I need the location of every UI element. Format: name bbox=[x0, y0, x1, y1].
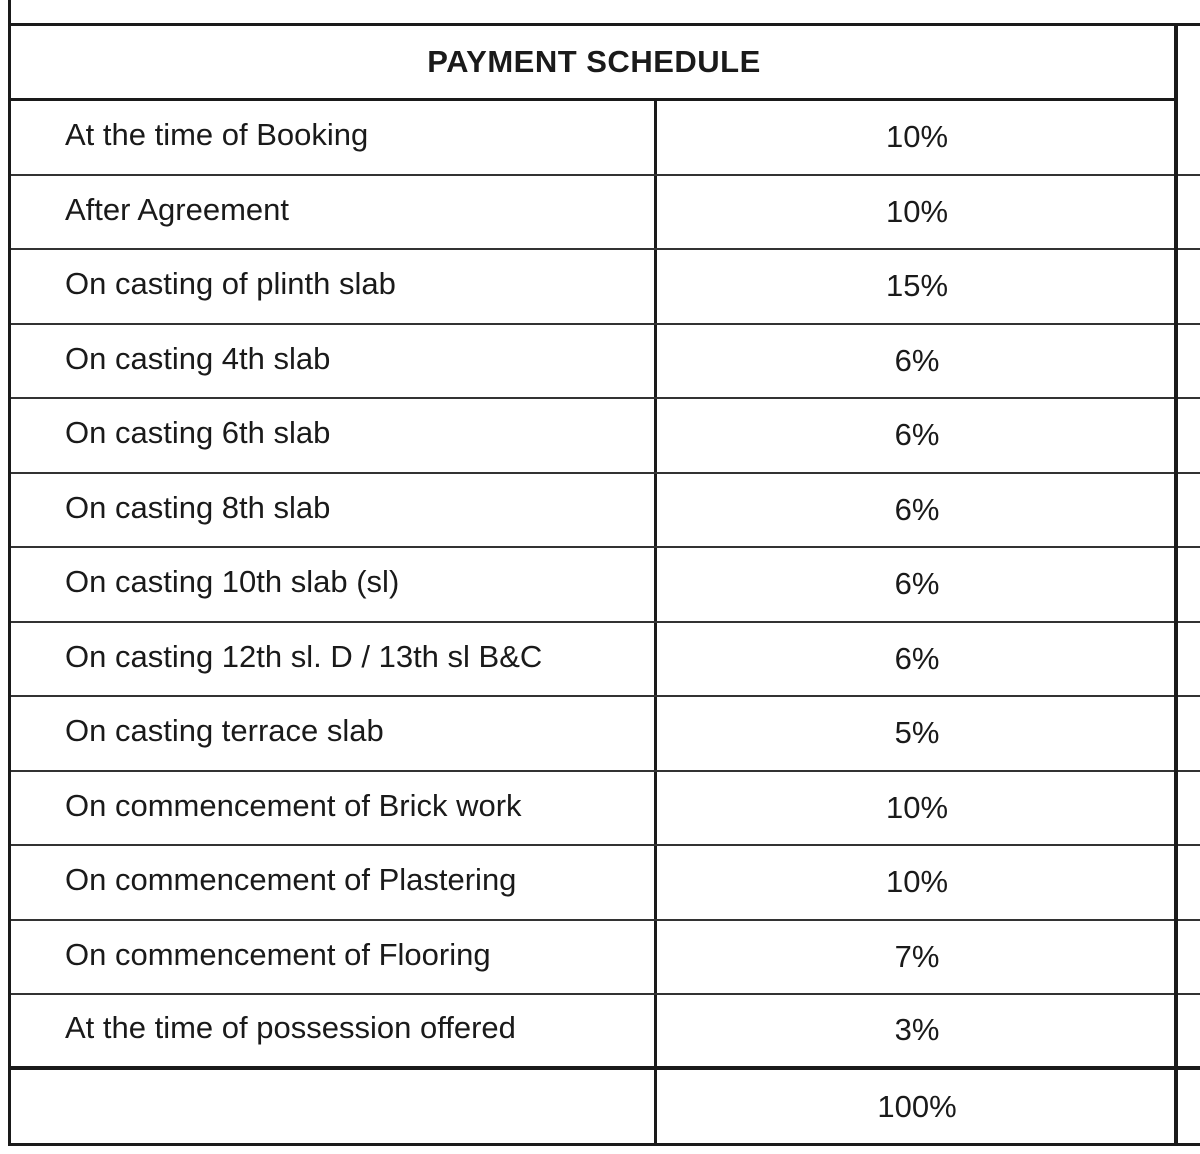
stage-cell: On casting 4th slab bbox=[11, 325, 657, 398]
stage-cell: After Agreement bbox=[11, 176, 657, 249]
table-row bbox=[11, 548, 1200, 623]
percent-cell: 6% bbox=[894, 640, 940, 676]
percent-cell: 6% bbox=[894, 566, 940, 602]
table-row bbox=[11, 101, 1200, 176]
percent-cell: 10% bbox=[885, 864, 949, 900]
empty-cell bbox=[1177, 623, 1200, 696]
table-row bbox=[11, 921, 1200, 996]
empty-cell bbox=[1177, 697, 1200, 770]
stage-cell: On casting 6th slab bbox=[11, 399, 657, 472]
percent-cell: 3% bbox=[894, 1012, 940, 1048]
empty-cell bbox=[1177, 325, 1200, 398]
stage-cell: On commencement of Flooring bbox=[11, 921, 657, 994]
empty-cell bbox=[1177, 250, 1200, 323]
percent-cell: 5% bbox=[894, 715, 940, 751]
percent-cell: 6% bbox=[894, 417, 940, 453]
table-row bbox=[11, 176, 1200, 251]
table-row bbox=[11, 399, 1200, 474]
table-row bbox=[11, 995, 1200, 1070]
table-row bbox=[11, 250, 1200, 325]
total-percent-cell: 100% bbox=[877, 1088, 957, 1124]
stage-cell: At the time of Booking bbox=[11, 101, 657, 174]
table-row bbox=[11, 846, 1200, 921]
percent-cell: 10% bbox=[885, 119, 949, 155]
empty-cell bbox=[1177, 101, 1200, 174]
table-row bbox=[11, 623, 1200, 698]
stage-cell: On casting terrace slab bbox=[11, 697, 657, 770]
percent-cell: 10% bbox=[885, 193, 949, 229]
table-divider bbox=[1174, 26, 1178, 1146]
stage-cell: At the time of possession offered bbox=[11, 995, 657, 1066]
percent-cell: 6% bbox=[894, 342, 940, 378]
schedule-rows bbox=[11, 101, 1200, 1144]
stage-cell: On commencement of Plastering bbox=[11, 846, 657, 919]
stage-cell: On casting of plinth slab bbox=[11, 250, 657, 323]
percent-cell: 7% bbox=[894, 938, 940, 974]
percent-cell: 15% bbox=[885, 268, 949, 304]
table-row bbox=[11, 697, 1200, 772]
stage-cell: On casting 12th sl. D / 13th sl B&C bbox=[11, 623, 657, 696]
stage-cell: On commencement of Brick work bbox=[11, 772, 657, 845]
percent-cell: 6% bbox=[894, 491, 940, 527]
empty-cell bbox=[1177, 399, 1200, 472]
empty-cell bbox=[1177, 548, 1200, 621]
table-title: PAYMENT SCHEDULE bbox=[11, 26, 1177, 101]
total-row bbox=[11, 1070, 1200, 1144]
total-label-cell bbox=[11, 1070, 657, 1144]
empty-cell bbox=[1177, 176, 1200, 249]
empty-cell bbox=[1177, 846, 1200, 919]
empty-cell bbox=[1177, 474, 1200, 547]
empty-cell bbox=[1177, 1070, 1200, 1144]
percent-cell: 10% bbox=[885, 789, 949, 825]
stage-cell: On casting 8th slab bbox=[11, 474, 657, 547]
previous-table-edge bbox=[8, 0, 1200, 26]
table-row bbox=[11, 474, 1200, 549]
payment-schedule-table bbox=[8, 26, 1200, 1146]
empty-cell bbox=[1177, 995, 1200, 1066]
table-row bbox=[11, 325, 1200, 400]
table-row bbox=[11, 772, 1200, 847]
stage-cell: On casting 10th slab (sl) bbox=[11, 548, 657, 621]
empty-cell bbox=[1177, 772, 1200, 845]
empty-cell bbox=[1177, 921, 1200, 994]
